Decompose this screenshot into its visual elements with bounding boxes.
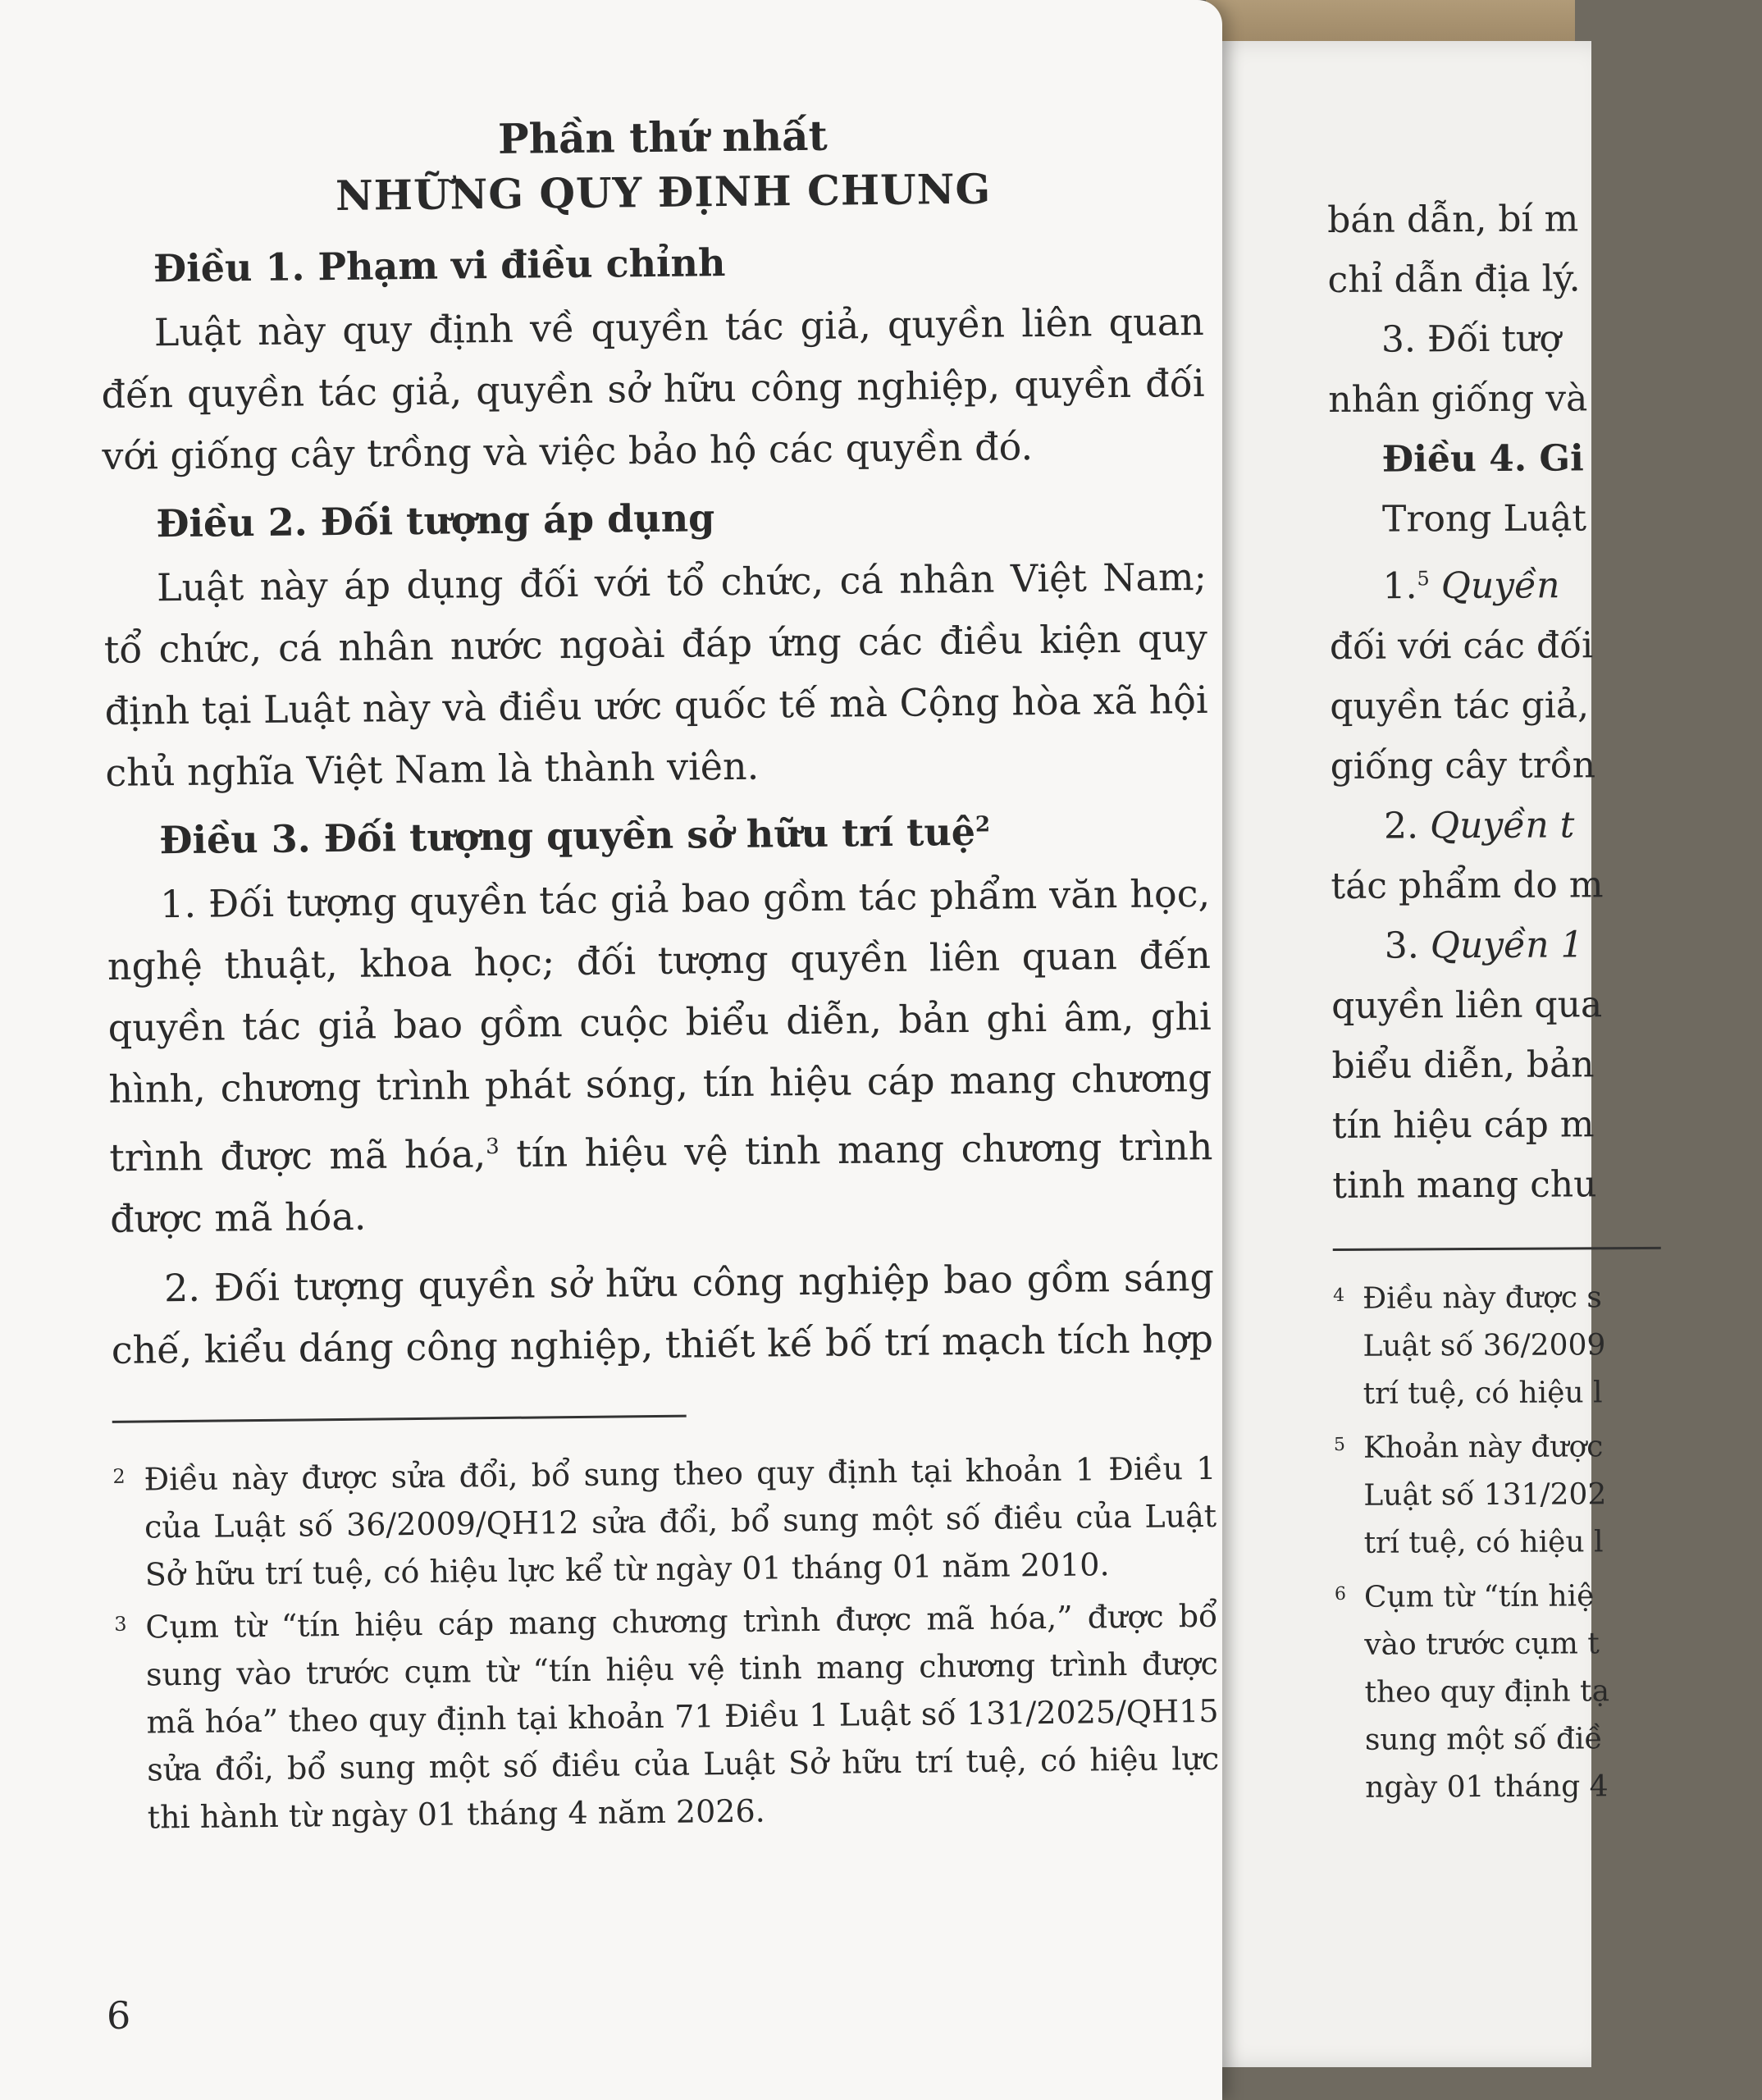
- right-line: Trong Luật: [1381, 497, 1587, 541]
- page-number: 6: [107, 1993, 131, 2038]
- article-1-heading: Điều 1. Phạm vi điều chỉnh: [153, 240, 726, 291]
- right-line: tín hiệu cáp m: [1331, 1102, 1595, 1147]
- footnote-ref: 5: [1417, 567, 1430, 591]
- italic-term: Quyền t: [1429, 804, 1575, 847]
- italic-term: Quyền: [1440, 564, 1560, 607]
- right-footnote: 4 Điều này được s Luật số 36/2009 trí tuệ, có hiệu l: [1333, 1273, 1760, 1418]
- right-footnote: 5 Khoản này được Luật số 131/202 trí tuệ, có hiệu l: [1334, 1422, 1761, 1568]
- right-line: quyền liên qua: [1331, 983, 1603, 1027]
- footnote-number: 6: [1334, 1583, 1347, 1605]
- italic-term: Quyền 1: [1430, 924, 1584, 967]
- article-2-text: Luật này áp dụng đối với tổ chức, cá nhân Việt Nam; tổ chức, cá nhân nước ngoài đáp ứng các điều kiện quy định tại Luật này và điều ước quốc tế mà Cộng hòa xã hội chủ nghĩa Việt Nam là thành viên.: [103, 554, 1208, 795]
- right-page-content: [1327, 188, 1762, 1811]
- right-line: 2. Quyền t: [1383, 804, 1575, 847]
- footnote: 2 Điều này được sửa đổi, bổ sung theo quy định tại khoản 1 Điều 1 của Luật số 36/2009/QH12 sửa đổi, bổ sung một số điều của Luật Sở hữu trí tuệ, có hiệu lực kể từ ngày 01 tháng 01 năm 2010.: [112, 1450, 1217, 1593]
- right-line: tinh mang chu: [1332, 1162, 1597, 1207]
- right-line: chỉ dẫn địa lý.: [1327, 258, 1581, 301]
- right-line: biểu diễn, bản: [1331, 1043, 1595, 1087]
- right-line: nhân giống và: [1328, 377, 1588, 421]
- right-line: 3. Quyền 1: [1384, 924, 1584, 967]
- right-line: 3. Đối tượ: [1381, 317, 1562, 361]
- right-line: đối với các đối: [1329, 623, 1594, 668]
- footnote-number: 2: [112, 1465, 126, 1489]
- left-page-content: [98, 99, 1220, 1847]
- article-1-text: Luật này quy định về quyền tác giả, quyền liên quan đến quyền tác giả, quyền sở hữu công nghiệp, quyền đối với giống cây trồng và việc bảo hộ các quyền đó.: [101, 299, 1205, 478]
- part-subtitle: NHỮNG QUY ĐỊNH CHUNG: [335, 164, 992, 220]
- footnote-number: 3: [114, 1613, 127, 1637]
- right-line: bán dẫn, bí m: [1327, 198, 1579, 241]
- right-line: giống cây trồn: [1330, 743, 1596, 788]
- right-line: 1.$^5$ Quyền: [1382, 564, 1560, 608]
- footnote-ref: 3: [486, 1134, 500, 1160]
- footnote-ref: 2: [975, 812, 991, 838]
- article-3-clause-2: 2. Đối tượng quyền sở hữu công nghiệp bao gồm sáng chế, kiểu dáng công nghiệp, thiết kế bố trí mạch tích hợp: [111, 1255, 1215, 1373]
- article-2-heading: Điều 2. Đối tượng áp dụng: [155, 495, 715, 546]
- right-article-heading: Điều 4. Gi: [1381, 437, 1584, 481]
- footnote: 3 Cụm từ “tín hiệu cáp mang chương trình được mã hóa,” được bổ sung vào trước cụm từ “tín hiệu vệ tinh mang chương trình được mã hóa” theo quy định tại khoản 71 Điều 1 Luật số 131/2025/QH15 sửa đổi, bổ sung một số điều của Luật Sở hữu trí tuệ, có hiệu lực thi hành từ ngày 01 tháng 4 năm 2026.: [114, 1598, 1220, 1836]
- article-3-heading: Điều 3. Đối tượng quyền sở hữu trí tuệ$^2$: [159, 809, 991, 863]
- right-line: quyền tác giả,: [1330, 683, 1590, 728]
- footnote-divider: [1333, 1247, 1661, 1251]
- footnote-divider: [112, 1415, 687, 1423]
- right-footnote: 6 Cụm từ “tín hiệ vào trước cụm t theo quy định tạ sung một số điề ngày 01 tháng 4: [1335, 1572, 1762, 1812]
- footnote-number: 5: [1333, 1434, 1346, 1455]
- part-title: Phần thứ nhất: [497, 111, 828, 163]
- article-3-clause-1: 1. Đối tượng quyền tác giả bao gồm tác phẩm văn học, nghệ thuật, khoa học; đối tượng quyền liên quan đến quyền tác giả bao gồm cuộc biểu diễn, bản ghi âm, ghi hình, chương trình phát sóng, tín hiệu cáp mang chương trình được mã hóa,$^3$ tín hiệu vệ tinh mang chương trình được mã hóa.: [107, 870, 1213, 1242]
- footnote-number: 4: [1332, 1285, 1345, 1306]
- right-line: tác phẩm do m: [1331, 863, 1604, 907]
